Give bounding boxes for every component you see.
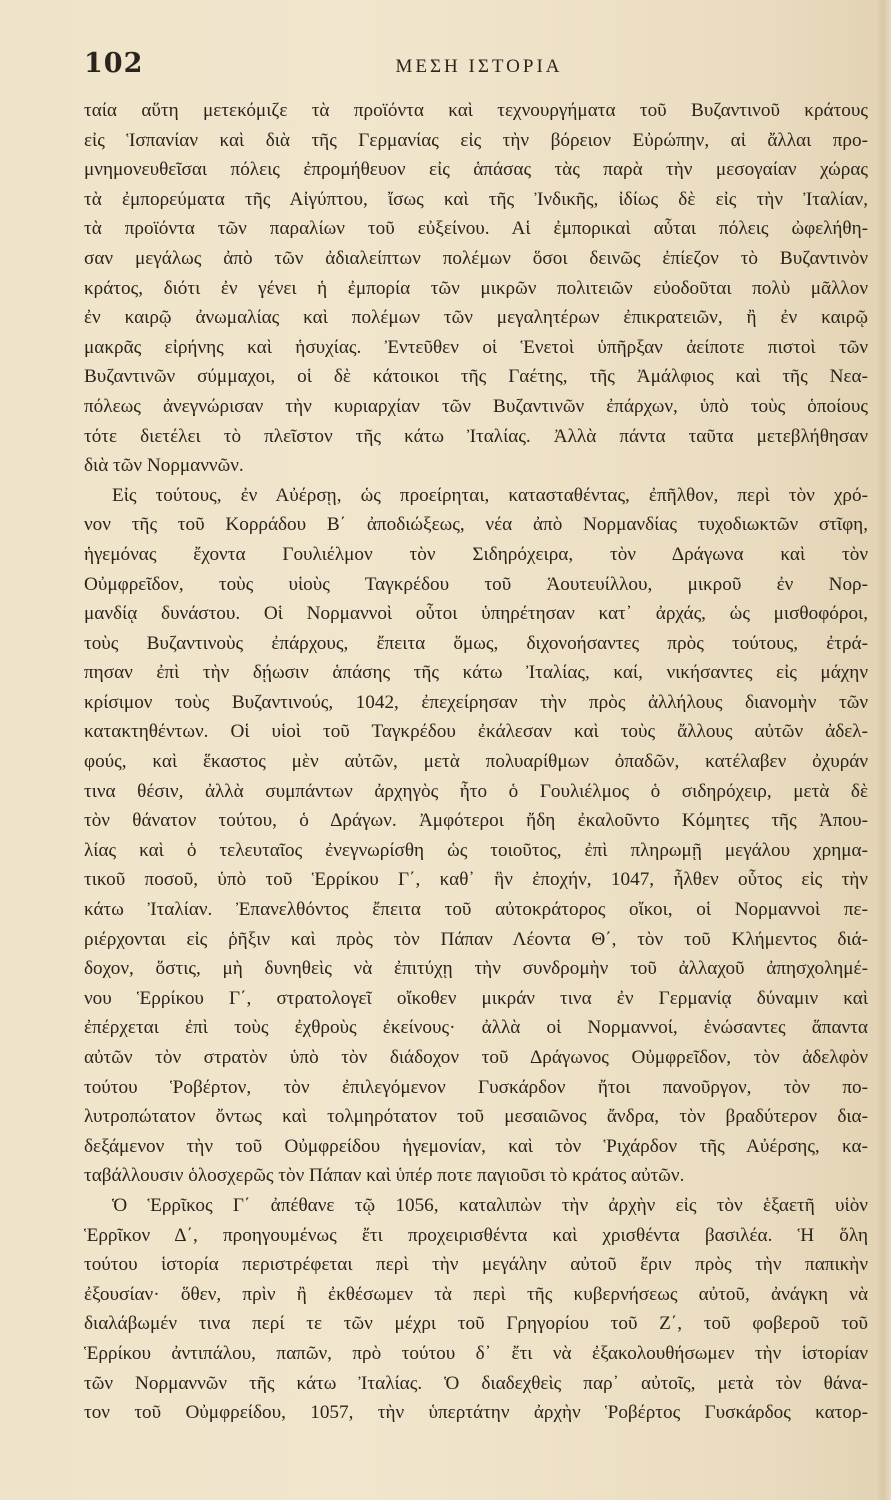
text-line: κράτος, διότι ἐν γένει ἡ ἐμπορία τῶν μικρῶν πολιτειῶν εὐοδοῦται πολὺ μᾶλλον <box>84 277 868 299</box>
text-line: διαλάβωμέν τινα περί τε τῶν μέχρι τοῦ Γρηγορίου τοῦ Ζ΄, τοῦ φοβεροῦ τοῦ <box>84 1313 868 1335</box>
body-text <box>84 96 868 1428</box>
page-number: 102 <box>84 48 144 79</box>
text-line: Οὐμφρεῖδον, τοὺς υἱοὺς Ταγκρέδου τοῦ Ἁουτευίλλου, μικροῦ ἐν Νορ- <box>84 573 868 595</box>
text-line: διὰ τῶν Νορμαννῶν. <box>84 455 244 477</box>
text-line: ταία αὕτη μετεκόμιζε τὰ προϊόντα καὶ τεχνουργήματα τοῦ Βυζαντινοῦ κράτους <box>84 100 868 121</box>
text-line: νον τῆς τοῦ Κορράδου Β΄ ἀποδιώξεως, νέα ἀπὸ Νορμανδίας τυχοδιωκτῶν στῖφη, <box>84 514 868 536</box>
text-line: τούτου Ῥοβέρτον, τὸν ἐπιλεγόμενον Γυσκάρδον ἤτοι πανοῦργον, τὸν πο- <box>84 1076 868 1098</box>
text-line: τοὺς Βυζαντινοὺς ἐπάρχους, ἔπειτα ὅμως, διχονοήσαντες πρὸς τούτους, ἐτρά- <box>84 632 868 654</box>
page-edge <box>875 0 891 1500</box>
text-line: τούτου ἱστορία περιστρέφεται περὶ τὴν μεγάλην αὐτοῦ ἔριν πρὸς τὴν παπικὴν <box>84 1254 868 1276</box>
text-line: ἐν καιρῷ ἀνωμαλίας καὶ πολέμων τῶν μεγαλητέρων ἐπικρατειῶν, ἢ ἐν καιρῷ <box>84 307 868 329</box>
paragraph-first-line: Εἰς τούτους, ἐν Αὐέρσῃ, ὡς προείρηται, κατασταθέντας, ἐπῆλθον, περὶ τὸν χρό- <box>112 484 868 506</box>
text-line: κατακτηθέντων. Οἱ υἱοὶ τοῦ Ταγκρέδου ἐκάλεσαν καὶ τοὺς ἄλλους αὐτῶν ἀδελ- <box>84 721 868 743</box>
text-line: Ἑρρίκου ἀντιπάλου, παπῶν, πρὸ τούτου δ᾽ ἔτι νὰ ἐξακολουθήσωμεν τὴν ἱστορίαν <box>84 1342 868 1364</box>
text-line: φούς, καὶ ἕκαστος μὲν αὐτῶν, μετὰ πολυαρίθμων ὀπαδῶν, κατέλαβεν ὀχυράν <box>84 751 868 773</box>
text-line: αὐτῶν τὸν στρατὸν ὑπὸ τὸν διάδοχον τοῦ Δράγωνος Οὐμφρεῖδον, τὸν ἀδελφὸν <box>84 1047 868 1068</box>
paragraph-first-line: Ὁ Ἑρρῖκος Γ΄ ἀπέθανε τῷ 1056, καταλιπὼν τὴν ἀρχὴν εἰς τὸν ἑξαετῆ υἱὸν <box>112 1194 868 1216</box>
text-line: ἡγεμόνας ἔχοντα Γουλιέλμον τὸν Σιδηρόχειρα, τὸν Δράγωνα καὶ τὸν <box>84 543 868 565</box>
page-header <box>84 44 874 84</box>
text-line: ἐξουσίαν· ὅθεν, πρὶν ἢ ἐκθέσωμεν τὰ περὶ τῆς κυβερνήσεως αὐτοῦ, ἀνάγκη νὰ <box>84 1283 868 1305</box>
text-line: δεξάμενον τὴν τοῦ Οὐμφρείδου ἡγεμονίαν, καὶ τὸν Ῥιχάρδον τῆς Αὐέρσης, κα- <box>84 1135 868 1157</box>
text-line: μακρᾶς εἰρήνης καὶ ἡσυχίας. Ἐντεῦθεν οἱ Ἑνετοὶ ὑπῆρξαν ἀείποτε πιστοὶ τῶν <box>84 336 868 358</box>
text-line: τὸν θάνατον τούτου, ὁ Δράγων. Ἀμφότεροι ἤδη ἐκαλοῦντο Κόμητες τῆς Ἀπου- <box>84 810 868 832</box>
text-line: λίας καὶ ὁ τελευταῖος ἐνεγνωρίσθη ὡς τοιοῦτος, ἐπὶ πληρωμῇ μεγάλου χρημα- <box>84 839 868 861</box>
text-line: ἐπέρχεται ἐπὶ τοὺς ἐχθροὺς ἐκείνους· ἀλλὰ οἱ Νορμαννοί, ἑνώσαντες ἅπαντα <box>84 1017 868 1039</box>
text-line: νου Ἑρρίκου Γ΄, στρατολογεῖ οἴκοθεν μικράν τινα ἐν Γερμανίᾳ δύναμιν καὶ <box>84 987 868 1009</box>
text-line: ριέρχονται εἰς ῥῆξιν καὶ πρὸς τὸν Πάπαν Λέοντα Θ΄, τὸν τοῦ Κλήμεντος διά- <box>84 928 868 950</box>
text-line: τικοῦ ποσοῦ, ὑπὸ τοῦ Ἑρρίκου Γ΄, καθ᾽ ἣν ἐποχήν, 1047, ἦλθεν οὗτος εἰς τὴν <box>84 869 868 891</box>
text-line: τὰ ἐμπορεύματα τῆς Αἰγύπτου, ἴσως καὶ τῆς Ἰνδικῆς, ἰδίως δὲ εἰς τὴν Ἰταλίαν, <box>84 188 868 210</box>
text-line: τότε διετέλει τὸ πλεῖστον τῆς κάτω Ἰταλίας. Ἀλλὰ πάντα ταῦτα μετεβλήθησαν <box>84 425 868 447</box>
text-line: τον τοῦ Οὐμφρείδου, 1057, τὴν ὑπερτάτην ἀρχὴν Ῥοβέρτος Γυσκάρδος κατορ- <box>84 1402 868 1424</box>
text-line: τινα θέσιν, ἀλλὰ συμπάντων ἀρχηγὸς ἦτο ὁ Γουλιέλμος ὁ σιδηρόχειρ, μετὰ δὲ <box>84 780 868 802</box>
text-line: μνημονευθεῖσαι πόλεις ἐπρομήθευον εἰς ἁπάσας τὰς παρὰ τὴν μεσογαίαν χώρας <box>84 159 868 181</box>
text-line: Ἑρρῖκον Δ΄, προηγουμένως ἔτι προχειρισθέντα καὶ χρισθέντα βασιλέα. Ἡ ὅλη <box>84 1224 868 1246</box>
text-line: τὰ προϊόντα τῶν παραλίων τοῦ εὐξείνου. Αἱ ἐμπορικαὶ αὗται πόλεις ὠφελήθη- <box>84 218 868 240</box>
text-line: εἰς Ἱσπανίαν καὶ διὰ τῆς Γερμανίας εἰς τὴν βόρειον Εὐρώπην, αἱ ἄλλαι προ- <box>84 129 868 151</box>
text-line: μανδίᾳ δυνάστου. Οἱ Νορμαννοὶ οὗτοι ὑπηρέτησαν κατ᾽ ἀρχάς, ὡς μισθοφόροι, <box>84 603 868 625</box>
text-line: κάτω Ἰταλίαν. Ἐπανελθόντος ἔπειτα τοῦ αὐτοκράτορος οἴκοι, οἱ Νορμαννοὶ πε- <box>84 899 868 921</box>
text-line: λυτροπώτατον ὄντως καὶ τολμηρότατον τοῦ μεσαιῶνος ἄνδρα, τὸν βραδύτερον δια- <box>84 1106 868 1128</box>
text-line: πόλεως ἀνεγνώρισαν τὴν κυριαρχίαν τῶν Βυζαντινῶν ἐπάρχων, ὑπὸ τοὺς ὁποίους <box>84 395 868 417</box>
text-line: σαν μεγάλως ἀπὸ τῶν ἀδιαλείπτων πολέμων ὅσοι δεινῶς ἐπίεζον τὸ Βυζαντινὸν <box>84 247 868 269</box>
running-title: ΜΕΣΗ ΙΣΤΟΡΙΑ <box>395 56 563 77</box>
text-line: δοχον, ὅστις, μὴ δυνηθεὶς νὰ ἐπιτύχῃ τὴν συνδρομὴν τοῦ ἀλλαχοῦ ἀπησχολημέ- <box>84 958 868 980</box>
text-line: κρίσιμον τοὺς Βυζαντινούς, 1042, ἐπεχείρησαν τὴν πρὸς ἀλλήλους διανομὴν τῶν <box>84 691 868 713</box>
text-line: Βυζαντινῶν σύμμαχοι, οἱ δὲ κάτοικοι τῆς Γαέτης, τῆς Ἀμάλφιος καὶ τῆς Νεα- <box>84 366 868 388</box>
text-line: πησαν ἐπὶ τὴν δῄωσιν ἁπάσης τῆς κάτω Ἰταλίας, καί, νικήσαντες εἰς μάχην <box>84 662 868 684</box>
text-line: ταβάλλουσιν ὁλοσχερῶς τὸν Πάπαν καὶ ὑπέρ ποτε παγιοῦσι τὸ κράτος αὐτῶν. <box>84 1165 685 1187</box>
text-line: τῶν Νορμαννῶν τῆς κάτω Ἰταλίας. Ὁ διαδεχθεὶς παρ᾽ αὐτοῖς, μετὰ τὸν θάνα- <box>84 1372 868 1394</box>
